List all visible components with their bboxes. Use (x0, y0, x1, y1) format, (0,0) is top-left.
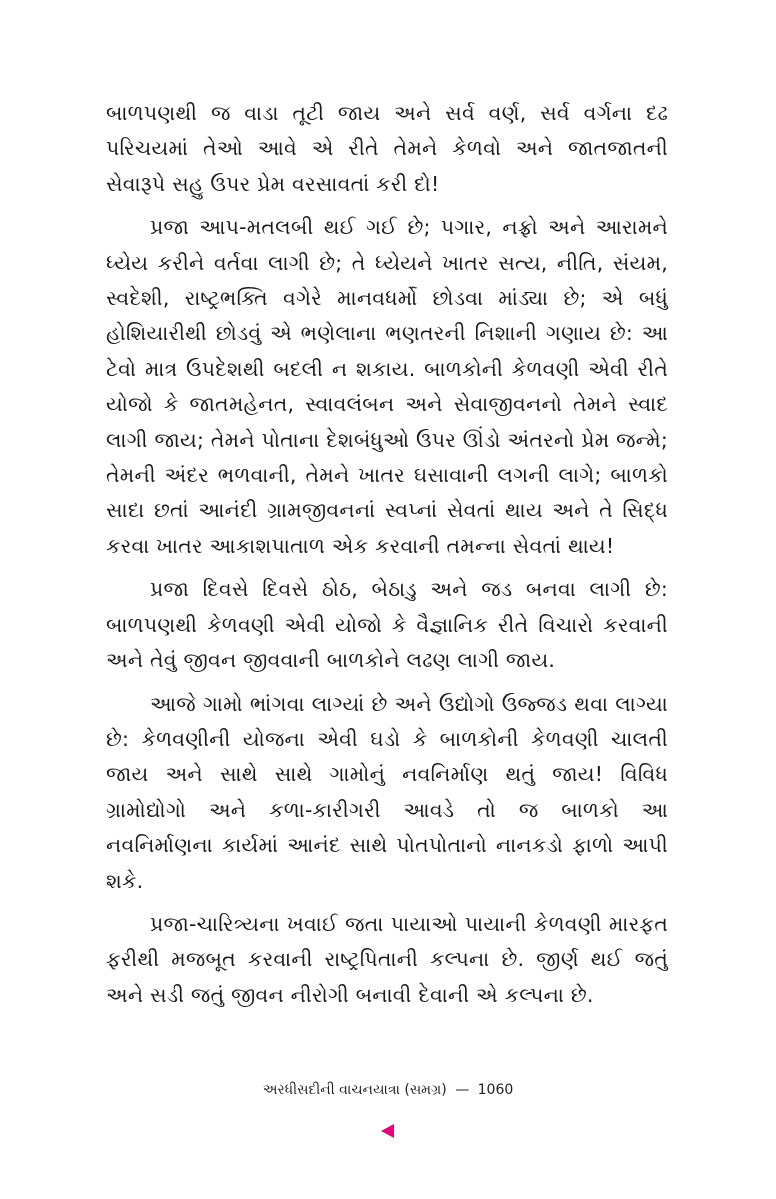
previous-page-triangle-left-icon[interactable] (381, 1124, 394, 1138)
page-number: 1060 (477, 1082, 514, 1098)
page-body (106, 96, 668, 1021)
paragraph-4: આજે ગામો ભાંગવા લાગ્યાં છે અને ઉદ્યોગો ઉજ્જડ થવા લાગ્યા છે: કેળવણીની યોજના એવી ઘડો કે બાળકોની કેળવણી ચાલતી જાય અને સાથે સાથે ગામોનું નવનિર્માણ થતું જાય! વિવિધ ગ્રામોદ્યોગો અને કળા-કારીગરી આવડે તો જ બાળકો આ નવનિર્માણના કાર્યમાં આનંદ સાથે પોતપોતાનો નાનકડો ફાળો આપી શકે. (106, 691, 668, 893)
footer-separator: — (455, 1082, 470, 1098)
paragraph-5: પ્રજા-ચારિત્ર્યના ખવાઈ જતા પાયાઓ પાયાની કેળવણી મારફત ફરીથી મજબૂત કરવાની રાષ્ટ્રપિતાની કલ્પના છે. જીર્ણ થઈ જતું અને સડી જતું જીવન નીરોગી બનાવી દેવાની એ કલ્પના છે. (106, 911, 668, 1007)
paragraph-2: પ્રજા આપ-મતલબી થઈ ગઈ છે; પગાર, નફ્રો અને આરામને ધ્યેય કરીને વર્તવા લાગી છે; તે ધ્યેયને ખાતર સત્ય, નીતિ, સંયમ, સ્વદેશી, રાષ્ટ્રભક્તિ વગેરે માનવધર્મો છોડવા માંડ્યા છે; એ બધું હોશિયારીથી છોડવું એ ભણેલાના ભણતરની નિશાની ગણાય છે: આ ટેવો માત્ર ઉપદેશથી બદલી ન શકાય. બાળકોની કેળવણી એવી રીતે યોજો કે જાતમહેનત, સ્વાવલંબન અને સેવાજીવનનો તેમને સ્વાદ લાગી જાય; તેમને પોતાના દેશબંધુઓ ઉપર ઊંડો અંતરનો પ્રેમ જન્મે; તેમની અંદર ભળવાની, તેમને ખાતર ઘસાવાની લગની લાગે; બાળકો સાદા છતાં આનંદી ગ્રામજીવનનાં સ્વપ્નાં સેવતાં થાય અને તે સિદ્ધ કરવા ખાતર આકાશપાતાળ એક કરવાની તમન્ના સેવતાં થાય! (106, 215, 668, 558)
book-title: અરધીસદીની વાચનયાત્રા (સમગ્ર) (262, 1082, 447, 1098)
paragraph-3: પ્રજા દિવસે દિવસે ઠોઠ, બેઠાડુ અને જડ બનવા લાગી છે: બાળપણથી કેળવણી એવી યોજો કે વૈજ્ઞાનિક રીતે વિચારો કરવાની અને તેવું જીવન જીવવાની બાળકોને લઢણ લાગી જાય. (106, 577, 668, 673)
page-footer (0, 1082, 776, 1098)
paragraph-1: બાળપણથી જ વાડા તૂટી જાય અને સર્વ વર્ણ, સર્વ વર્ગના દઢ પરિચયમાં તેઓ આવે એ રીતે તેમને કેળવો અને જાતજાતની સેવારૂપે સહુ ઉપર પ્રેમ વરસાવતાં કરી દો! (106, 101, 668, 196)
